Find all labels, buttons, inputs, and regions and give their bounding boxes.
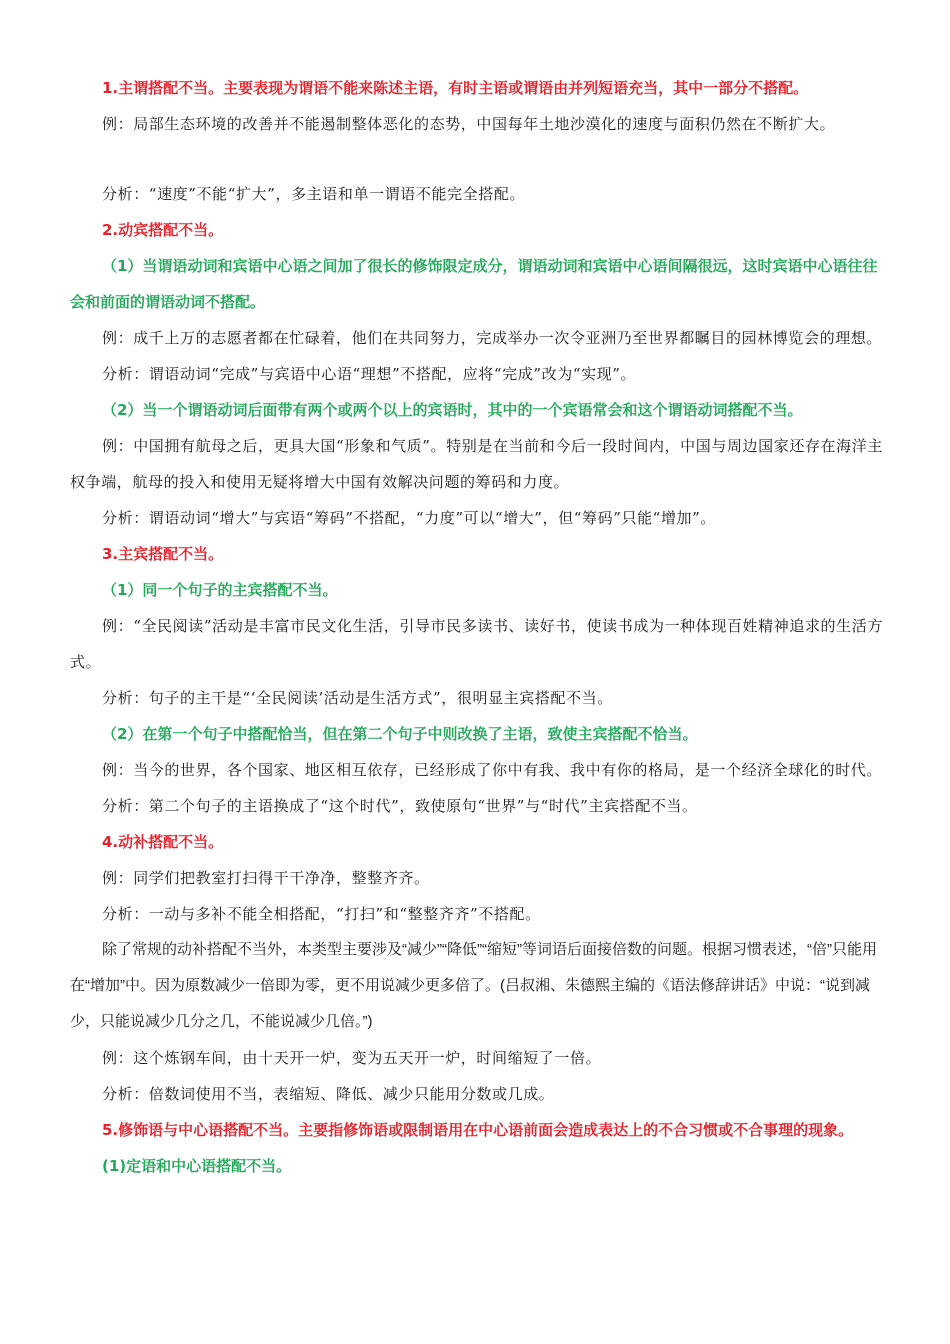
subsection-heading: （2）当一个谓语动词后面带有两个或两个以上的宾语时，其中的一个宾语常会和这个谓语动词搭配不当。 [102, 401, 803, 419]
analysis-paragraph: 分析：“速度”不能“扩大”，多主语和单一谓语不能完全搭配。 [102, 185, 526, 203]
document-body [70, 70, 890, 1184]
example-paragraph: 例：中国拥有航母之后，更具大国“形象和气质”。特别是在当前和今后一段时间内，中国与周边国家还存在海洋主权争端，航母的投入和使用无疑将增大中国有效解决问题的筹码和力度。 [70, 437, 883, 491]
analysis-paragraph: 分析：第二个句子的主语换成了“这个时代”，致使原句“世界”与“时代”主宾搭配不当。 [102, 797, 698, 815]
body-paragraph: 除了常规的动补搭配不当外，本类型主要涉及“减少”“降低”“缩短”等词语后面接倍数的问题。根据习惯表述，“倍”只能用在“增加”中。因为原数减少一倍即为零，更不用说减少更多倍了。(吕叔湘、朱德熙主编的《语法修辞讲话》中说：“说到减少，只能说减少几分之几，不能说减少几倍。”) [70, 941, 877, 1030]
section-heading-verb-object: 2.动宾搭配不当。 [102, 221, 224, 239]
section-heading-verb-complement: 4.动补搭配不当。 [102, 833, 224, 851]
example-paragraph: 例：同学们把教室打扫得干干净净，整整齐齐。 [102, 869, 430, 887]
analysis-paragraph: 分析：谓语动词“增大”与宾语“筹码”不搭配，“力度”可以“增大”，但“筹码”只能“增加”。 [102, 509, 717, 527]
blank-line [70, 142, 890, 176]
analysis-paragraph: 分析：谓语动词“完成”与宾语中心语“理想”不搭配，应将“完成”改为“实现”。 [102, 365, 637, 383]
example-paragraph: 例：“全民阅读”活动是丰富市民文化生活，引导市民多读书、读好书，使读书成为一种体现百姓精神追求的生活方式。 [70, 617, 883, 671]
example-paragraph: 例：成千上万的志愿者都在忙碌着，他们在共同努力，完成举办一次令亚洲乃至世界都瞩目的园林博览会的理想。 [102, 329, 883, 347]
analysis-paragraph: 分析：一动与多补不能全相搭配，“打扫”和“整整齐齐”不搭配。 [102, 905, 541, 923]
subsection-heading: （1）同一个句子的主宾搭配不当。 [102, 581, 338, 599]
subsection-heading: （2）在第一个句子中搭配恰当，但在第二个句子中则改换了主语，致使主宾搭配不恰当。 [102, 725, 698, 743]
example-paragraph: 例：当今的世界，各个国家、地区相互依存，已经形成了你中有我、我中有你的格局，是一个经济全球化的时代。 [102, 761, 883, 779]
example-paragraph: 例：这个炼钢车间，由十天开一炉，变为五天开一炉，时间缩短了一倍。 [102, 1049, 602, 1067]
analysis-paragraph: 分析：句子的主干是“‘全民阅读’活动是生活方式”，很明显主宾搭配不当。 [102, 689, 613, 707]
subsection-heading: (1)定语和中心语搭配不当。 [102, 1157, 292, 1175]
example-paragraph: 例：局部生态环境的改善并不能遏制整体恶化的态势，中国每年土地沙漠化的速度与面积仍然在不断扩大。 [102, 115, 836, 133]
section-heading-modifier: 5.修饰语与中心语搭配不当。主要指修饰语或限制语用在中心语前面会造成表达上的不合习惯或不合事理的现象。 [102, 1121, 854, 1139]
section-heading-subject-predicate: 1.主谓搭配不当。主要表现为谓语不能来陈述主语，有时主语或谓语由并列短语充当，其中一部分不搭配。 [102, 79, 809, 97]
section-heading-subject-object: 3.主宾搭配不当。 [102, 545, 224, 563]
subsection-heading: （1）当谓语动词和宾语中心语之间加了很长的修饰限定成分，谓语动词和宾语中心语间隔很远，这时宾语中心语往往会和前面的谓语动词不搭配。 [70, 257, 878, 311]
analysis-paragraph: 分析：倍数词使用不当，表缩短、降低、减少只能用分数或几成。 [102, 1085, 555, 1103]
